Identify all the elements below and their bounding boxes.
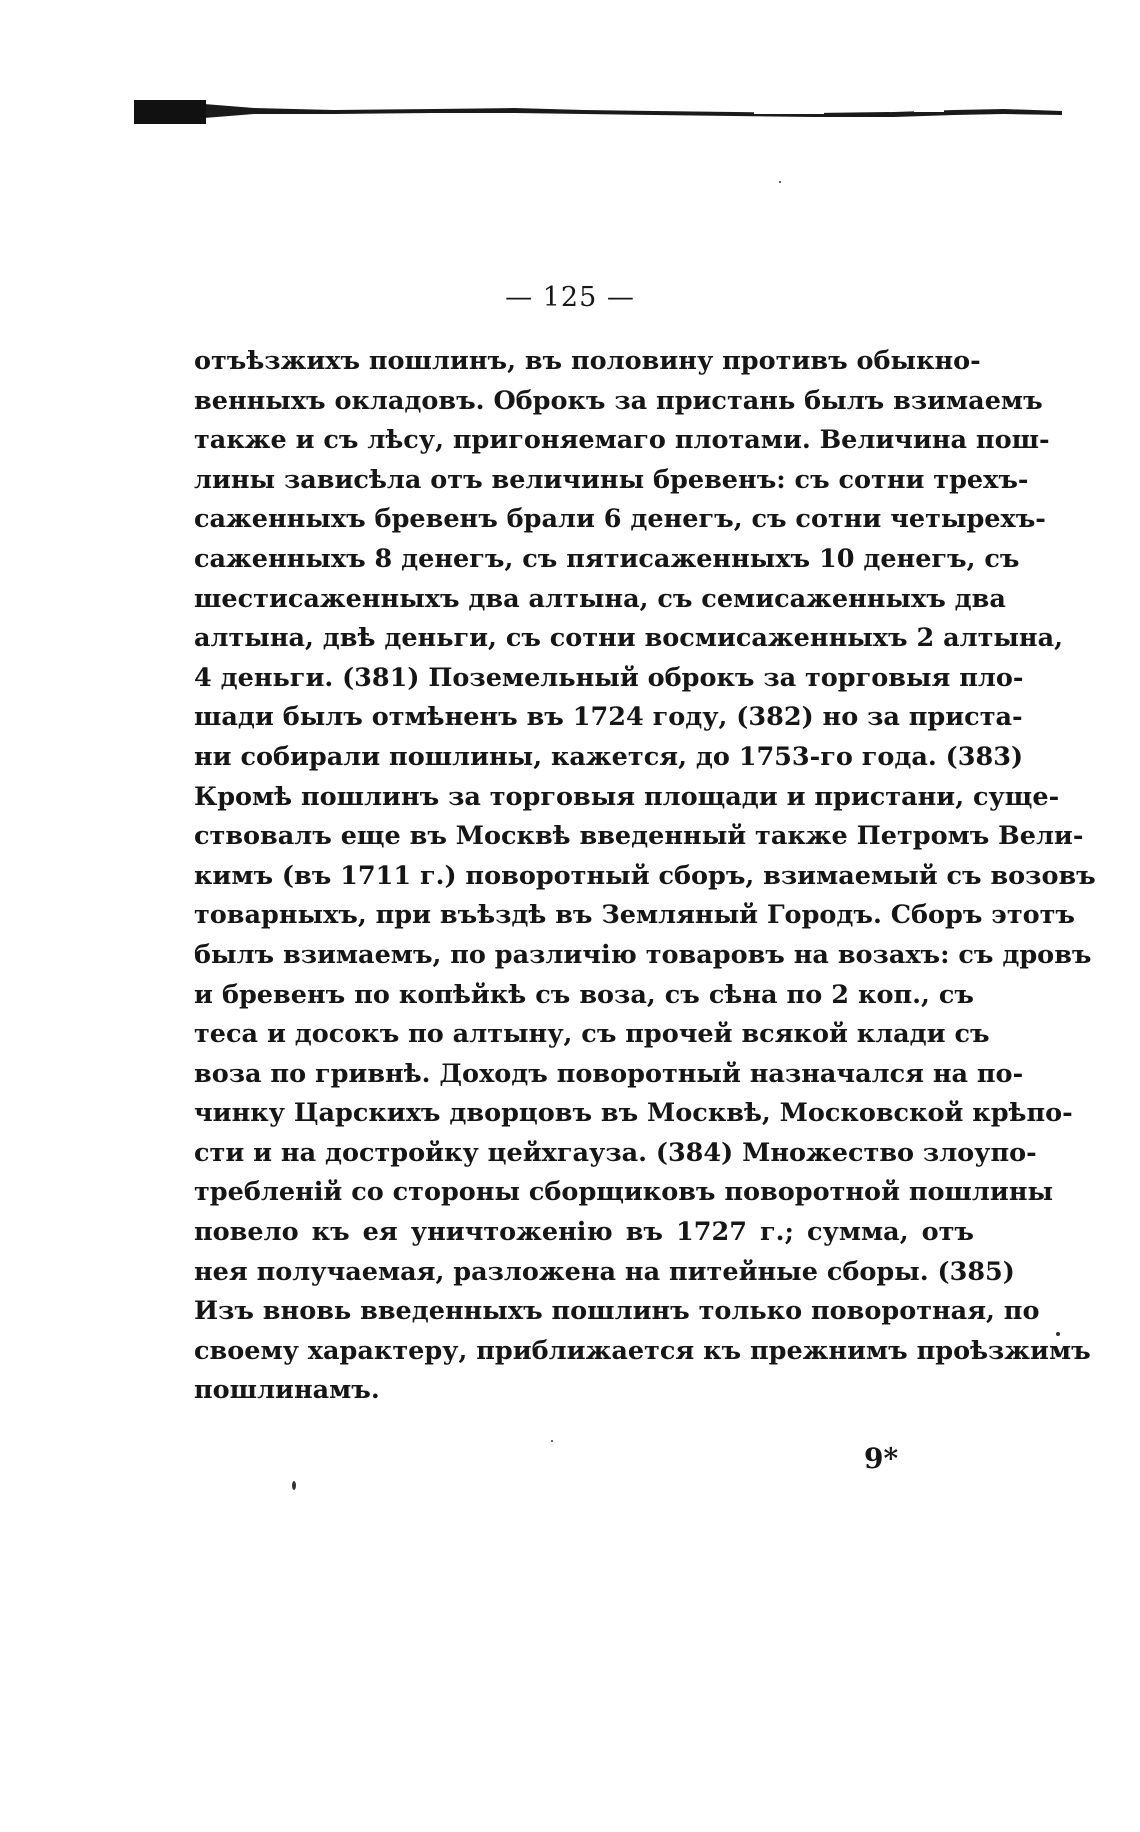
text-line: венныхъ окладовъ. Оброкъ за пристань былъ взимаемъ xyxy=(194,385,1043,416)
text-line: повело къ ея уничтоженію въ 1727 г.; сумма, отъ xyxy=(194,1217,974,1248)
body-text xyxy=(194,342,1096,1411)
text-line: 4 деньги. (381) Поземельный оброкъ за торговыя пло- xyxy=(194,662,1024,693)
text-line: ствовалъ еще въ Москвѣ введенный также Петромъ Вели- xyxy=(194,821,1084,852)
text-line: саженныхъ бревенъ брали 6 денегъ, съ сотни четырехъ- xyxy=(194,504,1046,535)
text-line: Кромѣ пошлинъ за торговыя площади и пристани, суще- xyxy=(194,781,1060,812)
text-line: воза по гривнѣ. Доходъ поворотный назначался на по- xyxy=(194,1058,1024,1089)
text-line: и бревенъ по копѣйкѣ съ воза, съ сѣна по 2 коп., съ xyxy=(194,979,974,1010)
text-line: кимъ (въ 1711 г.) поворотный сборъ, взимаемый съ возовъ xyxy=(194,860,1096,891)
scan-speck xyxy=(551,1440,553,1442)
scan-speck xyxy=(779,181,781,183)
scanned-page-top-edge xyxy=(134,98,1062,128)
text-line: саженныхъ 8 денегъ, съ пятисаженныхъ 10 денегъ, съ xyxy=(194,543,1020,574)
text-line: Изъ вновь введенныхъ пошлинъ только поворотная, по xyxy=(194,1296,1040,1327)
text-line: былъ взимаемъ, по различію товаровъ на возахъ: съ дровъ xyxy=(194,939,1092,970)
text-line: треблeній со стороны сборщиковъ поворотной пошлины xyxy=(194,1177,1054,1208)
text-line: нея получаемая, разложена на питейные сборы. (385) xyxy=(194,1256,1015,1287)
text-line: пошлинамъ. xyxy=(194,1375,380,1406)
text-line: алтына, двѣ деньги, съ сотни восмисаженныхъ 2 алтына, xyxy=(194,623,1063,654)
scan-speck xyxy=(292,1481,296,1490)
text-line: сти и на достройку цейхгауза. (384) Множество злоупо- xyxy=(194,1137,1037,1168)
text-line: товарныхъ, при въѣздѣ въ Земляный Городъ. Сборъ этотъ xyxy=(194,900,1075,931)
text-line: теса и досокъ по алтыну, съ прочей всякой клади съ xyxy=(194,1019,990,1050)
text-line: шестисаженныхъ два алтына, съ семисаженныхъ два xyxy=(194,583,1006,614)
signature-mark: 9* xyxy=(864,1442,899,1475)
text-line: шади былъ отмѣненъ въ 1724 году, (382) но за приста- xyxy=(194,702,1023,733)
text-line: также и съ лѣсу, пригоняемаго плотами. Величина пош- xyxy=(194,425,1050,456)
scan-speck xyxy=(1056,1332,1060,1336)
text-line: отъѣзжихъ пошлинъ, въ половину противъ обыкно- xyxy=(194,346,981,376)
text-line: ни собирали пошлины, кажется, до 1753-го года. (383) xyxy=(194,741,1024,772)
text-line: своему характеру, приближается къ прежнимъ проѣзжимъ xyxy=(194,1335,1091,1366)
page-number: — 125 — xyxy=(505,282,635,313)
text-line: лины зависѣла отъ величины бревенъ: съ сотни трехъ- xyxy=(194,464,1029,495)
text-line: чинку Царскихъ дворцовъ въ Москвѣ, Московской крѣпо- xyxy=(194,1098,1073,1129)
